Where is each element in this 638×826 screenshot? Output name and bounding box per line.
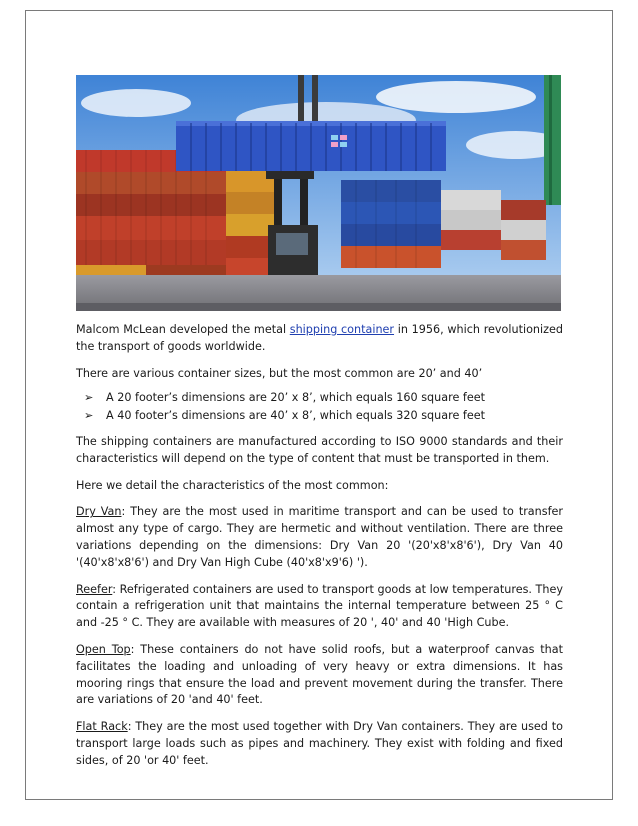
reefer-text: : Refrigerated containers are used to transport goods at low temperatures. They contain a refrigeration unit that maintains the internal temperature between 25 ° C and -25 ° C. They are available with measures of 20 ', 40' and 40 'High Cube. [76, 582, 563, 630]
open-top-term: Open Top [76, 642, 131, 656]
intro-text-after: in 1956, which revolutionized the transport of goods worldwide. [76, 323, 563, 353]
sizes-list [76, 390, 563, 425]
dry-van-paragraph [76, 504, 563, 571]
standards-paragraph: The shipping containers are manufactured according to ISO 9000 standards and their characteristics will depend on the type of content that must be transported in them. [76, 434, 563, 465]
flat-rack-text: : They are the most used together with Dry Van containers. They are used to transport large loads such as pipes and machinery. They exist with folding and fixed sides, of 20 'or 40' feet. [76, 720, 564, 767]
detail-intro-paragraph: Here we detail the characteristics of the most common: [76, 478, 389, 492]
reefer-term: Reefer [76, 582, 113, 596]
flat-rack-paragraph [76, 719, 563, 769]
intro-paragraph [76, 322, 563, 356]
reefer-paragraph [76, 582, 563, 632]
list-item-text: A 20 footer’s dimensions are 20’ x 8’, which equals 160 square feet [106, 391, 485, 405]
intro-text-before: Malcom McLean developed the metal [76, 323, 290, 336]
flat-rack-term: Flat Rack [76, 720, 128, 734]
arrow-bullet-icon: ➢ [84, 391, 94, 405]
shipping-container-link[interactable]: shipping container [289, 323, 395, 336]
list-item [76, 408, 563, 425]
article-body [76, 322, 563, 780]
open-top-text: : These containers do not have solid roofs, but a waterproof canvas that facilitates the loading and unloading of very heavy or extra dimensions. It has mooring rings that ensure the load and prevent movement during the transfer. There are variations of 20 'and 40' feet. [76, 642, 563, 707]
list-item-text: A 40 footer’s dimensions are 40’ x 8’, which equals 320 square feet [106, 409, 485, 423]
arrow-bullet-icon: ➢ [84, 409, 94, 423]
container-port-photo [76, 75, 561, 311]
open-top-paragraph [76, 642, 563, 709]
list-item [76, 390, 563, 407]
dry-van-text: : They are the most used in maritime transport and can be used to transfer almost any type of cargo. They are hermetic and without ventilation. There are three variations depending on the dimensions: Dry Van 20 '(20'x8'x8'6'), Dry Van 40 '(40'x8'x8'6') and Dry Van High Cube (40'x8'x9'6) '). [76, 505, 564, 569]
sizes-paragraph: There are various container sizes, but the most common are 20’ and 40’ [76, 366, 483, 380]
dry-van-term: Dry Van [76, 505, 122, 519]
